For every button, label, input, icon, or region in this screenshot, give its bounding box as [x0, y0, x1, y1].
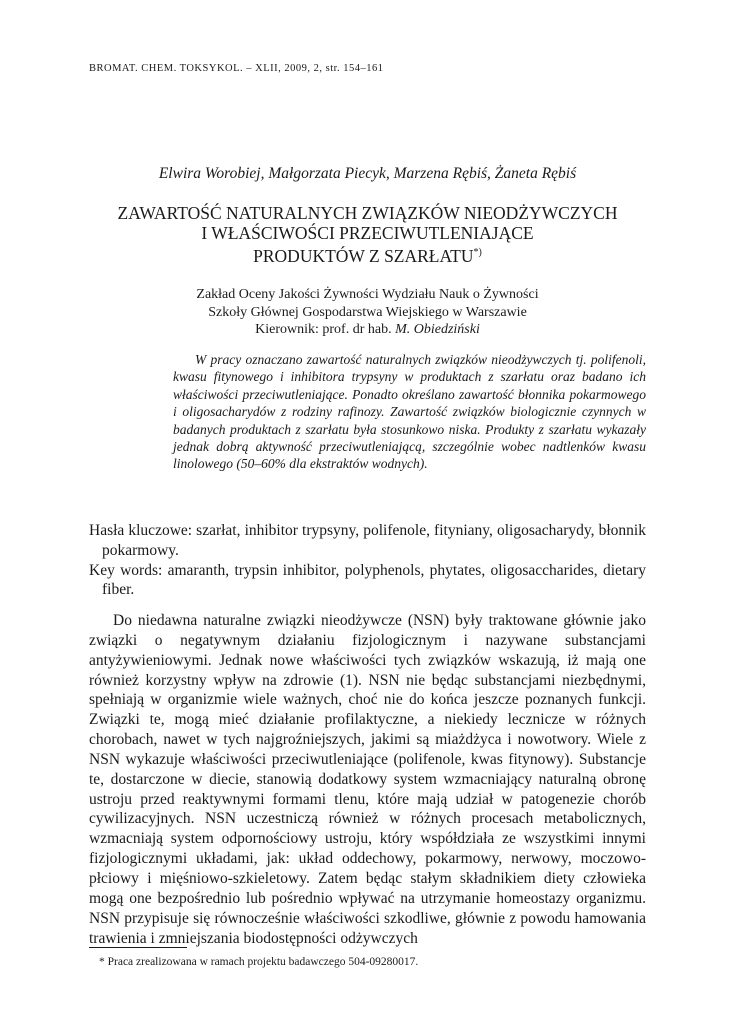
footnote: * Praca zrealizowana w ramach projektu badawczego 504-09280017. [99, 956, 419, 968]
title-line-3-text: PRODUKTÓW Z SZARŁATU [253, 245, 474, 266]
body-paragraph: Do niedawna naturalne związki nieodżywcze (NSN) były traktowane głównie jako związki o negatywnym działaniu fizjologicznym i nazywane substancjami antyżywieniowymi. Jednak nowe właściwości tych związków wskazują, iż mają one również korzystny wpływ na zdrowie (1). NSN nie będąc substancjami niezbędnymi, spełniają w organizmie wiele ważnych, choć nie do końca jeszcze poznanych funkcji. Związki te, mogą mieć działanie profilaktyczne, a niekiedy lecznicze w różnych chorobach, nawet w tych najgroźniejszych, jakimi są miażdżyca i nowotwory. Wiele z NSN wykazuje właściwości przeciwutleniające (polifenole, kwas fitynowy). Substancje te, dostarczone w diecie, stanowią dodatkowy system wzmacniający naturalną obronę ustroju przed reaktywnymi formami tlenu, które mają udział w patogenezie chorób cywilizacyjnych. NSN uczestniczą również w różnych procesach metabolicznych, wzmacniają system odpornościowy ustroju, który współdziała ze wszystkimi innymi fizjologicznymi układami, jak: układ oddechowy, pokarmowy, nerwowy, moczowo-płciowy i mięśniowo-szkieletowy. Zatem będąc stałym składnikiem diety człowieka mogą one bezpośrednio lub pośrednio wpływać na utrzymanie homeostazy organizmu. NSN przypisuje się równocześnie właściwości szkodliwe, głównie z powodu hamowania trawienia i zmniejszania biodostępności odżywczych [89, 612, 646, 947]
abstract: W pracy oznaczano zawartość naturalnych związków nieodżywczych tj. polifenoli, kwasu fitynowego i inhibitora trypsyny w produktach z szarłatu oraz badano ich właściwości przeciwutleniające. Ponadto określano zawartość błonnika pokarmowego i oligosacharydów z rodziny rafinozy. Zawartość związków biologicznie czynnych w badanych produktach z szarłatu była stosunkowo niska. Produkty z szarłatu wykazały jednak dobrą aktywność przeciwutleniającą, szczególnie wobec nadtlenków kwasu linolowego (50–60% dla ekstraktów wodnych). [173, 352, 646, 472]
running-head: BROMAT. CHEM. TOKSYKOL. – XLII, 2009, 2, str. 154–161 [89, 63, 384, 74]
footnote-divider [89, 947, 187, 948]
keywords-block [89, 521, 646, 600]
affiliation-head [0, 321, 735, 339]
title-line-3 [0, 243, 735, 266]
keywords-polish: Hasła kluczowe: szarłat, inhibitor trypsyny, polifenole, fityniany, oligosacharydy, błonnik pokarmowy. [89, 522, 646, 559]
authors: Elwira Worobiej, Małgorzata Piecyk, Marzena Rębiś, Żaneta Rębiś [158, 165, 577, 182]
head-label: Kierownik: prof. dr hab. [255, 322, 396, 337]
title-footnote-marker: *) [473, 247, 482, 258]
affiliation-line-1: Zakład Oceny Jakości Żywności Wydziału Nauk o Żywności [196, 287, 539, 302]
article-title [0, 203, 735, 266]
title-line-2: I WŁAŚCIWOŚCI PRZECIWUTLENIAJĄCE [201, 223, 534, 243]
affiliation [0, 286, 735, 339]
affiliation-line-2: Szkoły Głównej Gospodarstwa Wiejskiego w Warszawie [208, 304, 527, 320]
head-name: M. Obiedziński [395, 322, 480, 337]
keywords-english: Key words: amaranth, trypsin inhibitor, polyphenols, phytates, oligosaccharides, dietary fiber. [89, 561, 646, 599]
title-line-1: ZAWARTOŚĆ NATURALNYCH ZWIĄZKÓW NIEODŻYWCZYCH [117, 203, 618, 223]
